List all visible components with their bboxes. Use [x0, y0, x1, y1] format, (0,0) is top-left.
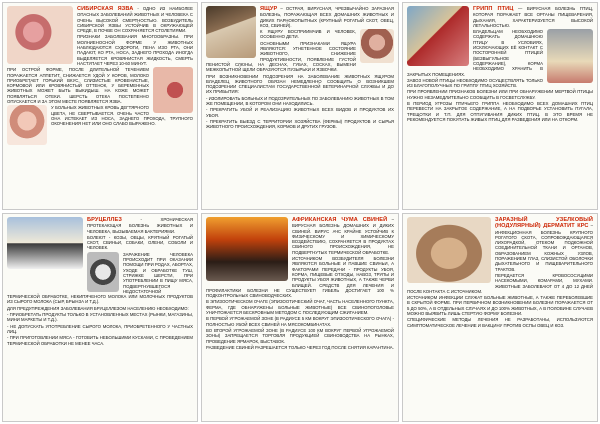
panel-brucellosis	[2, 213, 198, 422]
bird-flu-import: ЗАВОЗ НОВОЙ ПТИЦЫ НЕОБХОДИМО ОСУЩЕСТВЛЯТЬ ТОЛЬКО ИЗ БЛАГОПОЛУЧНЫХ ПО ГРИППУ ПТИЦ ХОЗЯЙСТВ.	[407, 77, 543, 89]
asf-photo	[206, 217, 288, 281]
anthrax-acute: ПРИ ОСТРОЙ ФОРМЕ, ПОСЛЕ ДЛИТЕЛЬНОЙ ТЕЧЕНИЕМ ПОРАЖАЕТСЯ АППЕТИТ, СНИЖАЕТСЯ УДОЙ У КОРОВ, МОЛОКО ПРИОБРЕТАЕТ ГОРЬКИЙ ВКУС, СЛИЗИСТЫЕ КРОВЕНИСТЫЕ, КОРМОВОЙ ИЛИ КРОВЯНИСТЫЙ ОТТЕНОК, У БЕРЕМЕННЫХ ЖИВОТНЫХ МОЖЕТ БЫТЬ ВЫКИДЫШ. НА КОЖЕ МОЖЕТ ПОЯВЛЯТЬСЯ ОТЕКИ. ШЕРСТЬ ОТЕКА ПОСТЕПЕННО ОПУСКАЕТСЯ И ЗА ЭТОМ МЕСТЕ ПОЯВЛЯЕТСЯ ЯЗВА.	[7, 67, 149, 105]
panel-african-swine-fever	[201, 213, 399, 422]
brucellosis-milk: - НЕ ДОПУСКАТЬ УПОТРЕБЛЕНИЕ СЫРОГО МОЛОКА, ПРИОБРЕТЕННОГО У ЧАСТНЫХ ЛИЦ.	[7, 323, 193, 334]
foot-mouth-intro: ЯЩУР – ОСТРАЯ, ВИРУСНАЯ, ЧРЕЗВЫЧАЙНО ЗАРАЗНАЯ БОЛЕЗНЬ, ПОРАЖАЮЩАЯ ВСЕХ ДОМАШНИХ ЖИВОТНЫХ И ДИКИХ ПАРНОКОПЫТНЫХ (КРУПНЫЙ РОГАТЫЙ СКОТ, ОВЕЦ, КОЗ, СВИНЕЙ).	[260, 6, 394, 28]
bird-flu-photo	[407, 6, 469, 66]
foot-mouth-actions: ПРИ ВОЗНИКНОВЕНИИ ПОДОЗРЕНИЯ НА ЗАБОЛЕВАНИЕ ЖИВОТНЫХ ЯЩУРОМ ВЛАДЕЛЕЦ ЖИВОТНОГО ОБЯЗАН НЕМЕДЛЕННО СООБЩИТЬ О ВОЗНИКШЕМ ПОДОЗРЕНИИ СПЕЦИАЛИСТАМ ГОСУДАРСТВЕННОЙ ВЕТЕРИНАРНОЙ СЛУЖБЫ И ДО ИХ ПРИБЫТИЯ:	[206, 73, 394, 95]
anthrax-intro: СИБИРСКАЯ ЯЗВА - ОДНО ИЗ НАИБОЛЕЕ ОПАСНЫХ ЗАБОЛЕВАНИЙ ЖИВОТНЫХ И ЧЕЛОВЕКА С ОЧЕНЬ ВЫСОКОЙ СМЕРТНОСТЬЮ. ВОЗБУДИТЕЛЬ СИБИРСКОЙ ЯЗВЫ УСТОЙЧИВ В ОКРУЖАЮЩЕЙ СРЕДЕ, В ПОЧВЕ ОН СОХРАНЯЕТСЯ СТОЛЕТИЯМИ.	[77, 6, 193, 34]
brucellosis-meat: - ПРИ ПРИГОТОВЛЕНИИ МЯСА - ГОТОВИТЬ НЕБОЛЬШИМИ КУСКАМИ, С ПРОВЕДЕНИЕМ ТЕРМИЧЕСКОЙ ОБРАБОТКИ НЕ МЕНЕЕ ЧАСА.	[7, 335, 193, 346]
foot-mouth-hoof-photo	[360, 29, 394, 63]
foot-mouth-stop-export: - ПРЕКРАТИТЬ ВЫЕЗД С ТЕРРИТОРИИ ХОЗЯЙСТВА (ФЕРМЫ) ПРОДУКТОВ И СЫРЬЯ ЖИВОТНОГО ПРОИСХОЖДЕНИЯ, КОРМОВ И ДРУГИХ ГРУЗОВ.	[206, 118, 394, 130]
anthrax-photo	[7, 6, 73, 64]
brucellosis-intro: БРУЦЕЛЛЕЗ - ХРОНИЧЕСКАЯ ПРОТЕКАЮЩАЯ БОЛЕЗНЬ ЖИВОТНЫХ И ЧЕЛОВЕКА, ВЫЗЫВАЕМАЯ БАКТЕРИЯМИ.	[87, 217, 193, 234]
bird-flu-keeping: ВЛАДЕЛЬЦАМ НЕОБХОДИМО СОДЕРЖАТЬ ДОМАШНЮЮ ПТИЦУ В УСЛОВИЯХ, ИСКЛЮЧАЮЩИХ ЕЁ КОНТАКТ С ПОСТОРОННЕЙ ПТИЦЕЙ (БЕЗВЫГУЛЬНОЕ СОДЕРЖАНИЕ), КОРМА НЕОБХОДИМО ХРАНИТЬ В ЗАКРЫТЫХ ПОМЕЩЕНИЯХ.	[407, 29, 543, 77]
panel-anthrax	[2, 2, 198, 210]
lumpy-skin-treatment: СПЕЦИФИЧЕСКИЕ МЕТОДЫ ЛЕЧЕНИЯ НЕ РАЗРАБОТАНЫ, ИСПОЛЬЗУЮТСЯ СИМПТОМАТИЧЕСКОЕ ЛЕЧЕНИЕ И ВАКЦИНУ ПРОТИВ ОСПЫ ОВЕЦ И КОЗ.	[407, 317, 593, 328]
lumpy-skin-source: ИСТОЧНИКОМ ИНФЕКЦИИ СЛУЖАТ БОЛЬНЫЕ ЖИВОТНЫЕ, А ТАКЖЕ ПЕРЕБОЛЕВШИЕ В СКРЫТОЙ ФОРМЕ. ПРИ ПЕРВИЧНОМ ВОЗНИКНОВЕНИИ БОЛЕЗНИ ПОРАЖАЕТСЯ ОТ 5 ДО 50%, А В ОТДЕЛЬНЫХ СЛУЧАЯХ И ДО 100% ЖИВОТНЫХ, А В ПОЛОВИНЕ СЛУЧАЕВ МОЖНО ВЫЯВИТЬ ЛИШЬ СТЕРТУЮ ФОРМУ БОЛЕЗНИ.	[407, 295, 593, 317]
brucellosis-photo	[7, 217, 83, 269]
lumpy-skin-photo	[407, 217, 491, 283]
foot-mouth-human: К ЯЩУРУ ВОСПРИИМЧИВ И ЧЕЛОВЕК, ОСОБЕННО ДЕТИ.	[260, 29, 356, 40]
bird-flu-threat: В ПЕРИОД УГРОЗЫ ПТИЧЬЕГО ГРИППА НЕОБХОДИМО ВСЕХ ДОМАШНИХ ПТИЦ ПЕРЕВЕСТИ НА ЗАКРЫТОЕ СОДЕРЖАНИЕ, А НА ПОДВОРЬЕ УСТАНОВИТЬ ПУГАЛА, ТРЕЩОТКИ И Т.П. ДЛЯ ОТПУГИВАНИЯ ДИКИХ ПТИЦ. В ЭТО ВРЕМЯ НЕ РЕКОМЕНДУЕТСЯ ПОКУПАТЬ ЖИВЫХ ПТИЦ ДЛЯ РАЗВЕДЕНИЯ ИЛИ НА ОТКОРМ.	[407, 101, 593, 122]
brucellosis-hosts: БОЛЕЮТ - КОЗЫ, ОВЦЫ, КРУПНЫЙ РОГАТЫЙ СКОТ, СВИНЬИ, СОБАКИ, ОЛЕНИ, СОБОЛИ И ЧЕЛОВЕК.	[87, 234, 193, 251]
anthrax-lesion-photo	[153, 67, 193, 113]
brucellosis-title: БРУЦЕЛЛЕЗ	[87, 217, 122, 223]
lumpy-skin-intro: ЗАРАЗНЫЙ УЗЕЛКОВЫЙ (НОДУЛЯРНЫЙ) ДЕРМАТИТ КРС – ИНФЕКЦИОННАЯ БОЛЕЗНЬ КРУПНОГО РОГАТОГО СКОТА, СОПРОВОЖДАЮЩАЯСЯ ЛИХОРАДКОЙ, ОТЕКОМ ПОДКОЖНОЙ СОЕДИНИТЕЛЬНОЙ ТКАНИ И ОРГАНОВ, ОБРАЗОВАНИЕМ КОЖНЫХ УЗЛОВ, ПОРАЖЕНИЕМ ГЛАЗ, СЛИЗИСТОЙ ОБОЛОЧКИ ДЫХАТЕЛЬНОГО И ПИЩЕВАРИТЕЛЬНОГО ТРАКТОВ.	[495, 217, 593, 272]
lumpy-skin-title: ЗАРАЗНЫЙ УЗЕЛКОВЫЙ (НОДУЛЯРНЫЙ) ДЕРМАТИТ КРС	[495, 217, 593, 230]
bird-flu-chicken-photo	[547, 29, 593, 83]
anthrax-title: СИБИРСКАЯ ЯЗВА	[77, 6, 134, 12]
anthrax-blood: У БОЛЬНЫХ ЖИВОТНЫХ КРОВЬ ДЕГТЯРНОГО ЦВЕТА, НЕ СВЕРТЫВАЕТСЯ. ОЧЕНЬ ЧАСТО ОНА ИСТЕКАЕТ ИЗ НОСА, ЗАДНЕГО ПРОХОДА, ТРУПНОГО ОКОЧЕНЕНИЯ НЕТ ИЛИ ОНО СЛАБО ВЫРАЖЕНО.	[51, 105, 193, 127]
foot-mouth-isolate: - ИЗОЛИРОВАТЬ БОЛЬНЫХ И ПОДОЗРИТЕЛЬНЫХ ПО ЗАБОЛЕВАНИЮ ЖИВОТНЫХ В ТОМ ЖЕ ПОМЕЩЕНИИ, В КОТОРОМ ОНИ НАХОДИЛИСЬ.	[206, 95, 394, 107]
panel-foot-mouth	[201, 2, 399, 210]
panel-bird-flu	[402, 2, 598, 210]
lumpy-skin-transmission: ПЕРЕДАЕТСЯ КРОВОСОСУЩИМИ НАСЕКОМЫМИ, КОМАРАМИ, МУХАМИ. ЖИВОТНЫЕ ЗАБОЛЕВАЮТ ОТ 4 ДО 12 ДНЕЙ ПОСЛЕ КОНТАКТА С ИСТОЧНИКОМ.	[407, 272, 593, 294]
asf-zone2: ВО ВТОРОЙ УГРОЖАЕМОЙ ЗОНЕ (В РАДИУСЕ 100 КМ ВОКРУГ ПЕРВОЙ УГРОЖАЕМОЙ ЗОНЫ) ЗАПРЕЩАЕТСЯ ТОРГОВЛЯ ПРОДУКЦИЕЙ СВИНОВОДСТВА НА РЫНКАХ, ПРОВЕДЕНИЕ ЯРМАРОК, ВЫСТАВОК.	[206, 327, 394, 344]
foot-mouth-signs: ОСНОВНЫМИ ПРИЗНАКАМИ ЯЩУРА ЯВЛЯЮТСЯ: УГНЕТЕННОЕ СОСТОЯНИЕ ЖИВОТНОГО, СНИЖЕНИЕ ПРОДУКТИВНОСТИ, ПОЯВЛЕНИЕ ГУСТОЙ ПЕНИСТОЙ СЛЮНЫ, НА ДЕСНАХ, ГУБАХ, СОСКАХ, ВЫМЕНИ МЕЖКОПЫТНОЙ ЩЕЛИ ОБРАЗУЮТСЯ ПУЗЫРЬКИ И ЯЗВОЧКИ.	[206, 40, 356, 73]
foot-mouth-stop-slaughter: - ПРЕКРАТИТЬ УБОЙ И РЕАЛИЗАЦИЮ ЖИВОТНЫХ ВСЕХ ВИДОВ И ПРОДУКТОВ ИХ УБОЯ.	[206, 107, 394, 118]
asf-focus: В ЭПИЗООТИЧЕСКОМ ОЧАГЕ (ЭПИЗООТИЧЕСКИЙ ОЧАГ, ЧАСТЬ НАСЕЛЕННОГО ПУНКТА, ФЕРМА, ГДЕ ОБНАРУЖЕНЫ БОЛЬНЫЕ ЖИВОТНЫЕ) ВСЕ СВИНОПОГОЛОВЬЕ УНИЧТОЖАЕТСЯ БЕСКРОВНЫМ МЕТОДОМ С ПОСЛЕДУЮЩИМ СЖИГАНИЕМ.	[206, 299, 394, 316]
bird-flu-intro: ГРИПП ПТИЦ — ВИРУСНАЯ БОЛЕЗНЬ ПТИЦ, КОТОРАЯ ПОРАЖАЕТ ВСЕ ОРГАНЫ ПИЩЕВАРЕНИЯ, ДЫХАНИЯ, ХАРАКТЕРИЗУЕТСЯ ВЫСОКОЙ ЛЕТАЛЬНОСТЬЮ.	[473, 6, 593, 28]
foot-mouth-title: ЯЩУР	[260, 6, 278, 12]
asf-title: АФРИКАНСКАЯ ЧУМА СВИНЕЙ	[292, 217, 388, 223]
brucellosis-buy: - ПРИОБРЕТАТЬ ПРОДУКТЫ ТОЛЬКО В УСТАНОВЛЕННЫХ МЕСТАХ (РЫНКИ, МАГАЗИНЫ, МИНИ МАРКЕТЫ И Т.Д.).	[7, 312, 193, 323]
panel-lumpy-skin	[402, 213, 598, 422]
anthrax-signs: ПРИЗНАКИ ЗАБОЛЕВАНИЯ МНОГООБРАЗНЫ. ПРИ МОЛНИЕНОСНОЙ ФОРМЕ У ЖИВОТНЫХ НАБЛЮДАЮТСЯ СУДОРОГИ, ПЕНА ИЗО РТА, ОНИ ПАДАЮТ, КО РТА, НОСА, ЗАДНЕГО ПРОХОДА ИНОГДА ВЫДЕЛЯЕТСЯ КРОВЯНИСТАЯ ЖИДКОСТЬ, СМЕРТЬ НАСТУПАЕТ ЧЕРЕЗ 10-60 МИНУТ.	[77, 34, 193, 66]
asf-intro: АФРИКАНСКАЯ ЧУМА СВИНЕЙ – ВИРУСНАЯ БОЛЕЗНЬ ДОМАШНИХ И ДИКИХ СВИНЕЙ. ВИРУС АЧС КРАЙНЕ УСТОЙЧИВ К ФИЗИЧЕСКОМУ И ХИМИЧЕСКОМУ ВОЗДЕЙСТВИЮ, СОХРАНЯЕТСЯ В ПРОДУКТАХ СВИНОГО ПРОИСХОЖДЕНИЯ, НЕ ПОДВЕРГНУТЫХ ТЕРМИЧЕСКОЙ ОБРАБОТКЕ.	[292, 217, 394, 255]
brucellosis-infection: ЗАРАЖЕНИЕ ЧЕЛОВЕКА ПРОИСХОДИТ ПРИ ОКАЗАНИИ ПОМОЩИ ПРИ РОДАХ, АБОРТАХ, УХОДЕ И ОБРАБОТКЕ ТУШ, СТРИЖКЕ ШЕРСТИ, ПРИ УПОТРЕБЛЕНИИ В ПИЩУ МЯСА, ПОДВЕРГНУВШЕГОСЯ НЕДОСТАТОЧНОЙ ТЕРМИЧЕСКОЙ ОБРАБОТКЕ, НЕКИПЯЧЕНОГО МОЛОКА ИЛИ МОЛОЧНЫХ ПРОДУКТОВ ИЗ СЫРОГО МОЛОКА (СЫР, БРЫНЗА И Т.Д.).	[7, 251, 194, 305]
asf-breeding: РАЗВЕДЕНИЕ СВИНЕЙ РАЗРЕШАЕТСЯ ТОЛЬКО ЧЕРЕЗ ГОД ПОСЛЕ СНЯТИЯ КАРАНТИНА.	[206, 344, 394, 350]
asf-source: ИСТОЧНИКОМ ВОЗБУДИТЕЛЯ БОЛЕЗНИ ЯВЛЯЮТСЯ БОЛЬНЫЕ И ПАВШИЕ СВИНЬИ, А ФАКТОРАМИ ПЕРЕДАЧИ - ПРОДУКТЫ УБОЯ, КОРМА, ПИЩЕВЫЕ ОТХОДЫ, НАВОЗ, ТРУПЫ И ПРОДУКТЫ УБОЯ ЖИВОТНЫХ, А ТАКЖЕ ЧЕРВИ БЛИЩЕЙ. СРЕДСТВ ДЛЯ ЛЕЧЕНИЯ И ПРОФИЛАКТИКИ БОЛЕЗНИ НЕ СУЩЕСТВУЕТ! ГИБЕЛЬ ДОСТИГАЕТ 100 % ПОДКОНТРОЛЬНЫХ СВИНОВОДЧЕСКИХ.	[206, 256, 394, 299]
bird-flu-report: ПРИ ПРОЯВЛЕНИИ ПРИЗНАКОВ БОЛЕЗНИ ИЛИ ПРИ ОБНАРУЖЕНИИ МЕРТВОЙ ПТИЦЫ НУЖНО НЕЗАМЕДЛИТЕЛЬНО СООБЩИТЬ В ГОСВЕТСЛУЖБУ.	[407, 89, 593, 100]
asf-zone1: В ПЕРВОЙ УГРОЖАЕМОЙ ЗОНЕ (В РАДИУСЕ 5 КМ ВОКРУГ ЭПИЗООТИЧЕСКОГО ОЧАГА) - ПОЛНОСТЬЮ УБОЙ ВСЕХ СВИНЕЙ НА МЯСОКОМБИНАТАХ.	[206, 316, 394, 327]
foot-mouth-photo	[206, 6, 256, 58]
bird-flu-title: ГРИПП ПТИЦ	[473, 6, 514, 12]
brucellosis-mask-photo	[87, 252, 119, 292]
brucellosis-prevention: ДЛЯ ПРЕДУПРЕЖДЕНИЯ ЗАБОЛЕВАНИЯ БРУЦЕЛЛЕЗОМ НАСЕЛЕНИЮ НЕОБХОДИМО:	[7, 305, 189, 311]
anthrax-skin-photo	[7, 105, 47, 145]
